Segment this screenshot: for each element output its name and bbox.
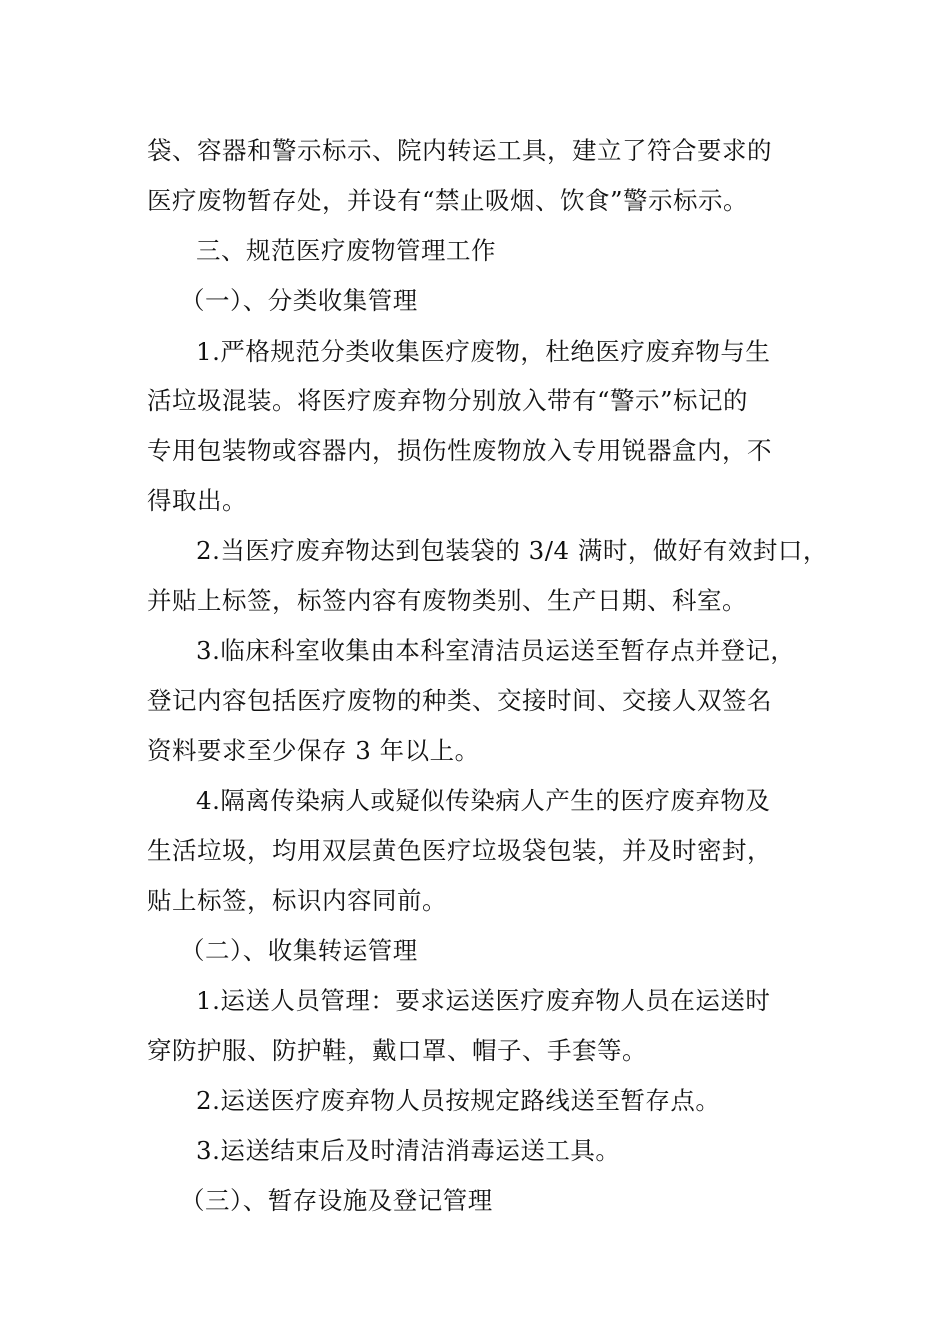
text-line: 得取出。 (147, 486, 247, 515)
paragraph-line: 1.运送人员管理：要求运送医疗废弃物人员在运送时 (196, 986, 771, 1015)
paragraph-line: 3.临床科室收集由本科室清洁员运送至暂存点并登记， (196, 636, 796, 665)
paragraph-line: 3.运送结束后及时清洁消毒运送工具。 (196, 1136, 621, 1165)
text-line: 贴上标签，标识内容同前。 (147, 886, 447, 915)
text-line: 资料要求至少保存 3 年以上。 (147, 736, 480, 765)
paragraph-line: 2.当医疗废弃物达到包装袋的 3/4 满时，做好有效封口， (196, 536, 828, 565)
text-line: 生活垃圾，均用双层黄色医疗垃圾袋包装，并及时密封， (147, 836, 772, 865)
subsection-heading: （一）、分类收集管理 (180, 286, 418, 315)
paragraph-line: 1.严格规范分类收集医疗废物，杜绝医疗废弃物与生 (196, 337, 771, 366)
text-line: 登记内容包括医疗废物的种类、交接时间、交接人双签名 (147, 686, 772, 715)
subsection-heading: （三）、暂存设施及登记管理 (180, 1186, 493, 1215)
text-line: 活垃圾混装。将医疗废弃物分别放入带有“警示”标记的 (147, 386, 749, 415)
paragraph-line: 2.运送医疗废弃物人员按规定路线送至暂存点。 (196, 1086, 721, 1115)
text-line: 专用包装物或容器内，损伤性废物放入专用锐器盒内，不 (147, 436, 772, 465)
text-line: 并贴上标签，标签内容有废物类别、生产日期、科室。 (147, 586, 747, 615)
subsection-heading: （二）、收集转运管理 (180, 936, 418, 965)
paragraph-line: 4.隔离传染病人或疑似传染病人产生的医疗废弃物及 (196, 786, 771, 815)
text-line: 穿防护服、防护鞋，戴口罩、帽子、手套等。 (147, 1036, 647, 1065)
text-line: 袋、容器和警示标示、院内转运工具，建立了符合要求的 (147, 136, 772, 165)
text-line: 医疗废物暂存处，并设有“禁止吸烟、饮食”警示标示。 (147, 186, 749, 215)
section-heading: 三、规范医疗废物管理工作 (196, 236, 496, 265)
